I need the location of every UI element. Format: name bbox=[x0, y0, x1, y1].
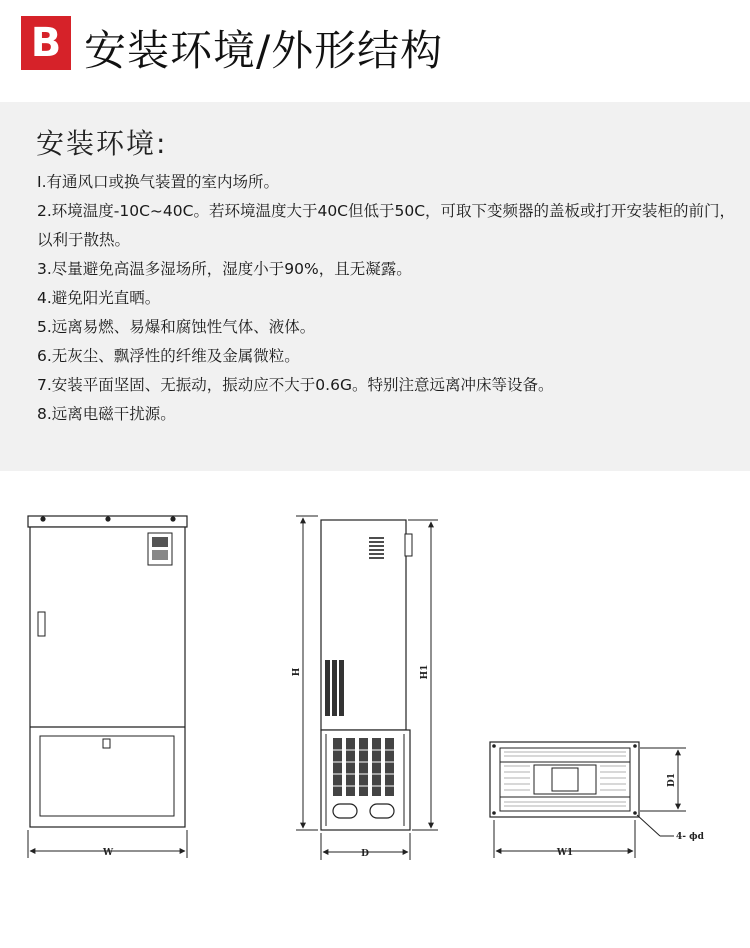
dim-label-d1: D1 bbox=[667, 772, 677, 788]
mounting-hole-leader bbox=[637, 815, 674, 836]
dim-label-mounting-holes: 4- ϕd bbox=[676, 832, 704, 842]
dim-label-h1: H1 bbox=[420, 664, 430, 680]
dim-label-w: W bbox=[102, 848, 114, 858]
dim-label-d: D bbox=[361, 849, 369, 859]
requirements-list bbox=[37, 168, 742, 429]
environment-title: 安装环境: bbox=[36, 127, 168, 160]
outline-drawings bbox=[0, 480, 750, 944]
side-view bbox=[321, 520, 412, 830]
environment-panel bbox=[0, 102, 750, 471]
section-header bbox=[0, 0, 750, 100]
dim-label-w1: W1 bbox=[556, 848, 574, 858]
requirement-item: 6.无灰尘、飘浮性的纤维及金属微粒。 bbox=[37, 347, 300, 365]
section-badge: B bbox=[21, 16, 71, 70]
section-title: 安装环境/外形结构 bbox=[84, 26, 444, 75]
front-view bbox=[28, 516, 187, 827]
requirement-item: 8.远离电磁干扰源。 bbox=[37, 405, 176, 423]
requirement-item: 7.安装平面坚固、无振动，振动应不大于0.6G。特别注意远离冲床等设备。 bbox=[37, 376, 554, 394]
bottom-view bbox=[490, 742, 639, 817]
requirement-item: 4.避免阳光直晒。 bbox=[37, 289, 161, 307]
requirement-item: 5.远离易燃、易爆和腐蚀性气体、液体。 bbox=[37, 318, 316, 336]
bottom-depth-dimension bbox=[640, 748, 686, 811]
requirement-item: 2.环境温度-10C~40C。若环境温度大于40C但低于50C，可取下变频器的盖板或打开安装柜的前门，以利于散热。 bbox=[37, 202, 736, 249]
requirement-item: I.有通风口或换气装置的室内场所。 bbox=[37, 173, 279, 191]
requirement-item: 3.尽量避免高温多湿场所，湿度小于90%，且无凝露。 bbox=[37, 260, 412, 278]
dim-label-h: H bbox=[292, 667, 302, 677]
